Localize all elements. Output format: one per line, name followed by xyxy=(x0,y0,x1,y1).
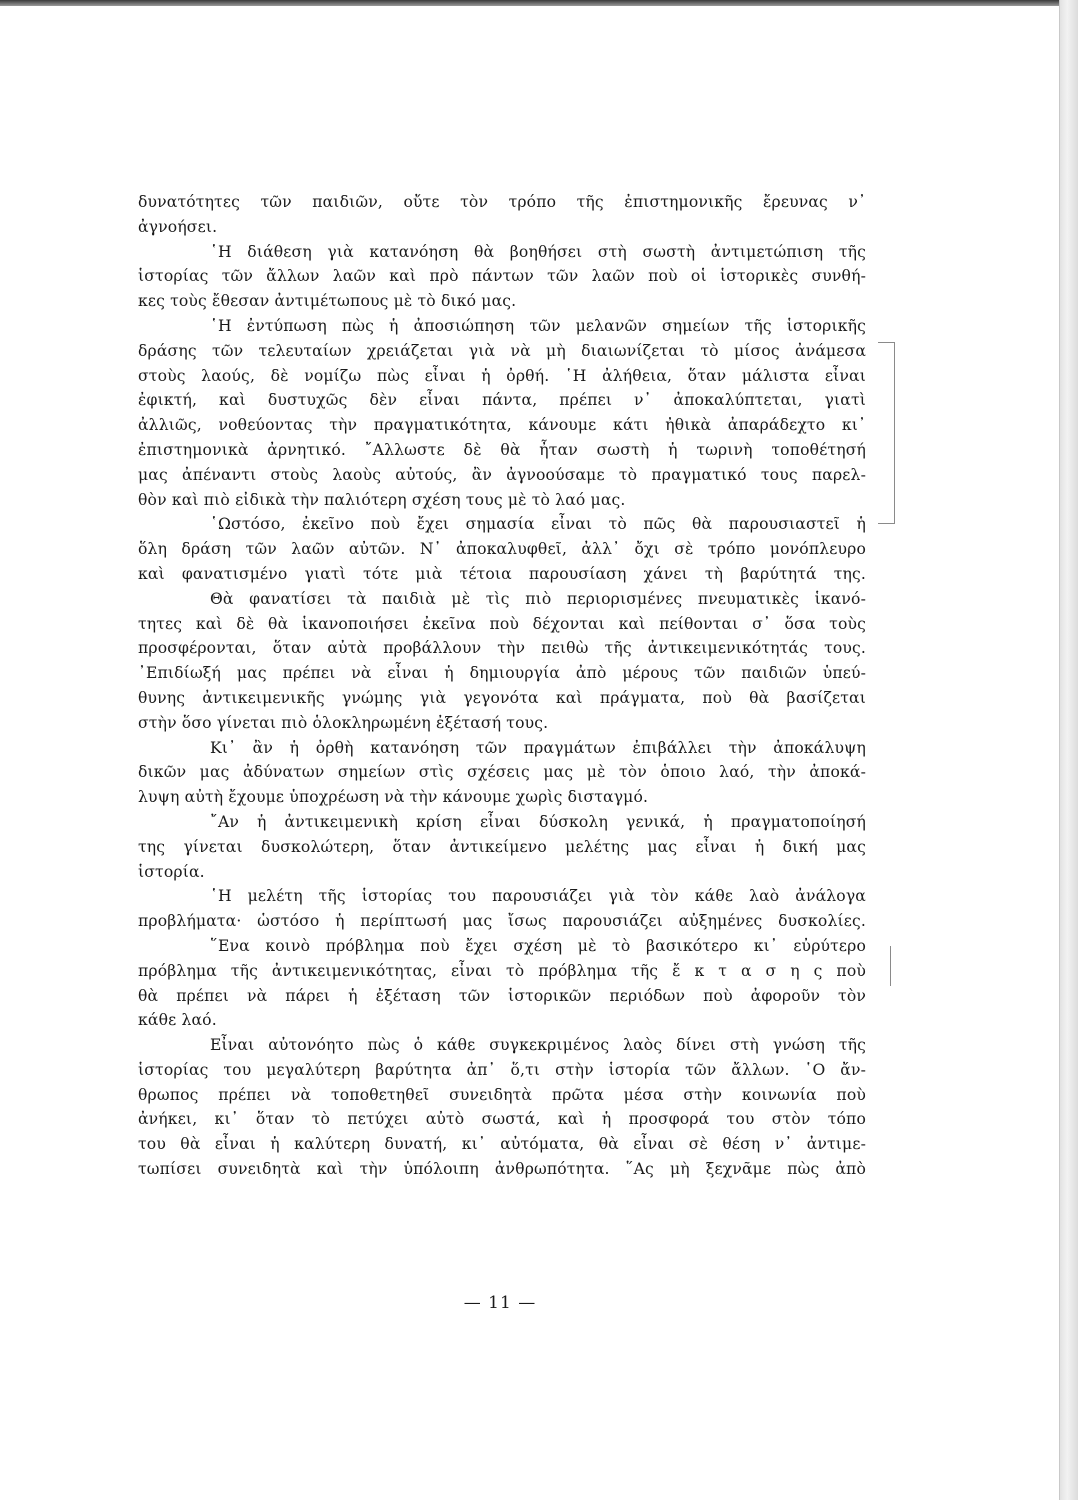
text-line: Θὰ φανατίσει τὰ παιδιὰ μὲ τὶς πιὸ περιορισμένες πνευματικὲς ἱκανό- xyxy=(210,589,866,608)
text-line: ῾Ωστόσο, ἐκεῖνο ποὺ ἔχει σημασία εἶναι τὸ πῶς θὰ παρουσιαστεῖ ἡ xyxy=(210,515,866,534)
text-line: τητες καὶ δὲ θὰ ἱκανοποιήσει ἐκεῖνα ποὺ δέχονται καὶ πείθονται σ᾿ ὅσα τοὺς xyxy=(138,614,866,633)
text-line: προσφέρονται, ὅταν αὐτὰ προβάλλουν τὴν πειθὼ τῆς ἀντικειμενικότητάς τους. xyxy=(138,639,866,658)
text-line: ῎Αν ἡ ἀντικειμενικὴ κρίση εἶναι δύσκολη γενικά, ἡ πραγματοποίησή xyxy=(210,812,866,831)
text-line: ἐφικτή, καὶ δυστυχῶς δὲν εἶναι πάντα, πρέπει ν᾿ ἀποκαλύπτεται, γιατὶ xyxy=(138,391,866,410)
text-line: ἱστορίας του μεγαλύτερη βαρύτητα ἀπ᾿ ὅ,τι στὴν ἱστορία τῶν ἄλλων. ῾Ο ἄν- xyxy=(138,1060,866,1079)
text-line: μας ἀπέναντι στοὺς λαοὺς αὐτούς, ἂν ἀγνοούσαμε τὸ πραγματικό τους παρελ- xyxy=(138,465,866,484)
text-line: κάθε λαό. xyxy=(138,1011,217,1030)
text-line: του θὰ εἶναι ἡ καλύτερη δυνατή, κι᾿ αὐτόματα, θὰ εἶναι σὲ θέση ν᾿ ἀντιμε- xyxy=(138,1135,866,1154)
text-line: ἐπιστημονικὰ ἀρνητικό. ῎Αλλωστε δὲ θὰ ἦταν σωστὴ ἡ τωρινὴ τοποθέτησή xyxy=(138,440,866,459)
text-line: πρόβλημα τῆς ἀντικειμενικότητας, εἶναι τὸ πρόβλημα τῆς ἔ κ τ α σ η ς ποὺ xyxy=(138,961,866,980)
text-line: τωπίσει συνειδητὰ καὶ τὴν ὑπόλοιπη ἀνθρωπότητα. ῞Ας μὴ ξεχνᾶμε πὼς ἀπὸ xyxy=(138,1160,866,1179)
scan-page-edge xyxy=(1059,0,1078,1500)
text-line: ἀγνοήσει. xyxy=(138,217,218,236)
text-line: δυνατότητες τῶν παιδιῶν, οὔτε τὸν τρόπο τῆς ἐπιστημονικῆς ἔρευνας ν᾿ xyxy=(138,193,866,211)
body-text xyxy=(138,190,866,1182)
text-line: καὶ φανατισμένο γιατὶ τότε μιὰ τέτοια παρουσίαση χάνει τὴ βαρύτητά της. xyxy=(138,564,866,583)
text-line: δράσης τῶν τελευταίων χρειάζεται γιὰ νὰ μὴ διαιωνίζεται τὸ μίσος ἀνάμεσα xyxy=(138,341,866,360)
text-line: ἀλλιῶς, νοθεύοντας τὴν πραγματικότητα, κάνουμε κάτι ἠθικὰ ἀπαράδεχτο κι᾿ xyxy=(138,416,866,435)
text-line: ᾿Επιδίωξή μας πρέπει νὰ εἶναι ἡ δημιουργία ἀπὸ μέρους τῶν παιδιῶν ὑπεύ- xyxy=(138,664,866,683)
text-line: Κι᾿ ἂν ἡ ὀρθὴ κατανόηση τῶν πραγμάτων ἐπιβάλλει τὴν ἀποκάλυψη xyxy=(210,738,866,757)
scan-top-edge xyxy=(0,0,1078,6)
text-line: ἱστορία. xyxy=(138,862,205,881)
page-number: — 11 — xyxy=(463,1293,537,1313)
text-line: ὅλη δράση τῶν λαῶν αὐτῶν. Ν᾿ ἀποκαλυφθεῖ, ἀλλ᾿ ὄχι σὲ τρόπο μονόπλευρο xyxy=(138,540,866,559)
text-line: της γίνεται δυσκολώτερη, ὅταν ἀντικείμενο μελέτης μας εἶναι ἡ δική μας xyxy=(138,837,866,856)
text-line: ἀνήκει, κι᾿ ὅταν τὸ πετύχει αὐτὸ σωστά, καὶ ἡ προσφορά του στὸν τόπο xyxy=(138,1110,866,1129)
text-line: προβλήματα· ὡστόσο ἡ περίπτωσή μας ἴσως παρουσιάζει αὐξημένες δυσκολίες. xyxy=(138,912,866,931)
text-line: θὸν καὶ πιὸ εἰδικὰ τὴν παλιότερη σχέση τους μὲ τὸ λαό μας. xyxy=(138,490,626,509)
text-line: στὴν ὅσο γίνεται πιὸ ὁλοκληρωμένη ἐξέτασή τους. xyxy=(138,713,549,732)
text-line: ῾Η διάθεση γιὰ κατανόηση θὰ βοηθήσει στὴ σωστὴ ἀντιμετώπιση τῆς xyxy=(210,242,866,261)
text-line: Εἶναι αὐτονόητο πὼς ὁ κάθε συγκεκριμένος λαὸς δίνει στὴ γνώση τῆς xyxy=(210,1036,866,1055)
text-line: ἱστορίας τῶν ἄλλων λαῶν καὶ πρὸ πάντων τῶν λαῶν ποὺ οἱ ἱστορικὲς συνθή- xyxy=(138,267,866,286)
text-line: θρωπος πρέπει νὰ τοποθετηθεῖ συνειδητὰ πρῶτα μέσα στὴν κοινωνία ποὺ xyxy=(138,1085,866,1104)
text-line: στοὺς λαούς, δὲ νομίζω πὼς εἶναι ἡ ὀρθή. ῾Η ἀλήθεια, ὅταν μάλιστα εἶναι xyxy=(138,366,866,385)
text-line: δικῶν μας ἀδύνατων σημείων στὶς σχέσεις μας μὲ τὸν ὁποιο λαό, τὴν ἀποκά- xyxy=(138,763,866,782)
text-line: ῞Ενα κοινὸ πρόβλημα ποὺ ἔχει σχέση μὲ τὸ βασικότερο κι᾿ εὐρύτερο xyxy=(210,936,866,955)
margin-line-mark xyxy=(886,946,891,986)
text-line: κες τοὺς ἔθεσαν ἀντιμέτωπους μὲ τὸ δικό μας. xyxy=(138,292,517,311)
text-line: θὰ πρέπει νὰ πάρει ἡ ἐξέταση τῶν ἱστορικῶν περιόδων ποὺ ἀφοροῦν τὸν xyxy=(138,986,866,1005)
text-line: ῾Η ἐντύπωση πὼς ἡ ἀποσιώπηση τῶν μελανῶν σημείων τῆς ἱστορικῆς xyxy=(210,316,866,335)
text-line: λυψη αὐτὴ ἔχουμε ὑποχρέωση νὰ τὴν κάνουμε χωρὶς δισταγμό. xyxy=(138,788,649,807)
margin-bracket-mark xyxy=(878,342,895,524)
text-line: ῾Η μελέτη τῆς ἱστορίας του παρουσιάζει γιὰ τὸν κάθε λαὸ ἀνάλογα xyxy=(210,887,866,906)
text-line: θυνης ἀντικειμενικῆς γνώμης γιὰ γεγονότα καὶ πράγματα, ποὺ θὰ βασίζεται xyxy=(138,688,866,707)
